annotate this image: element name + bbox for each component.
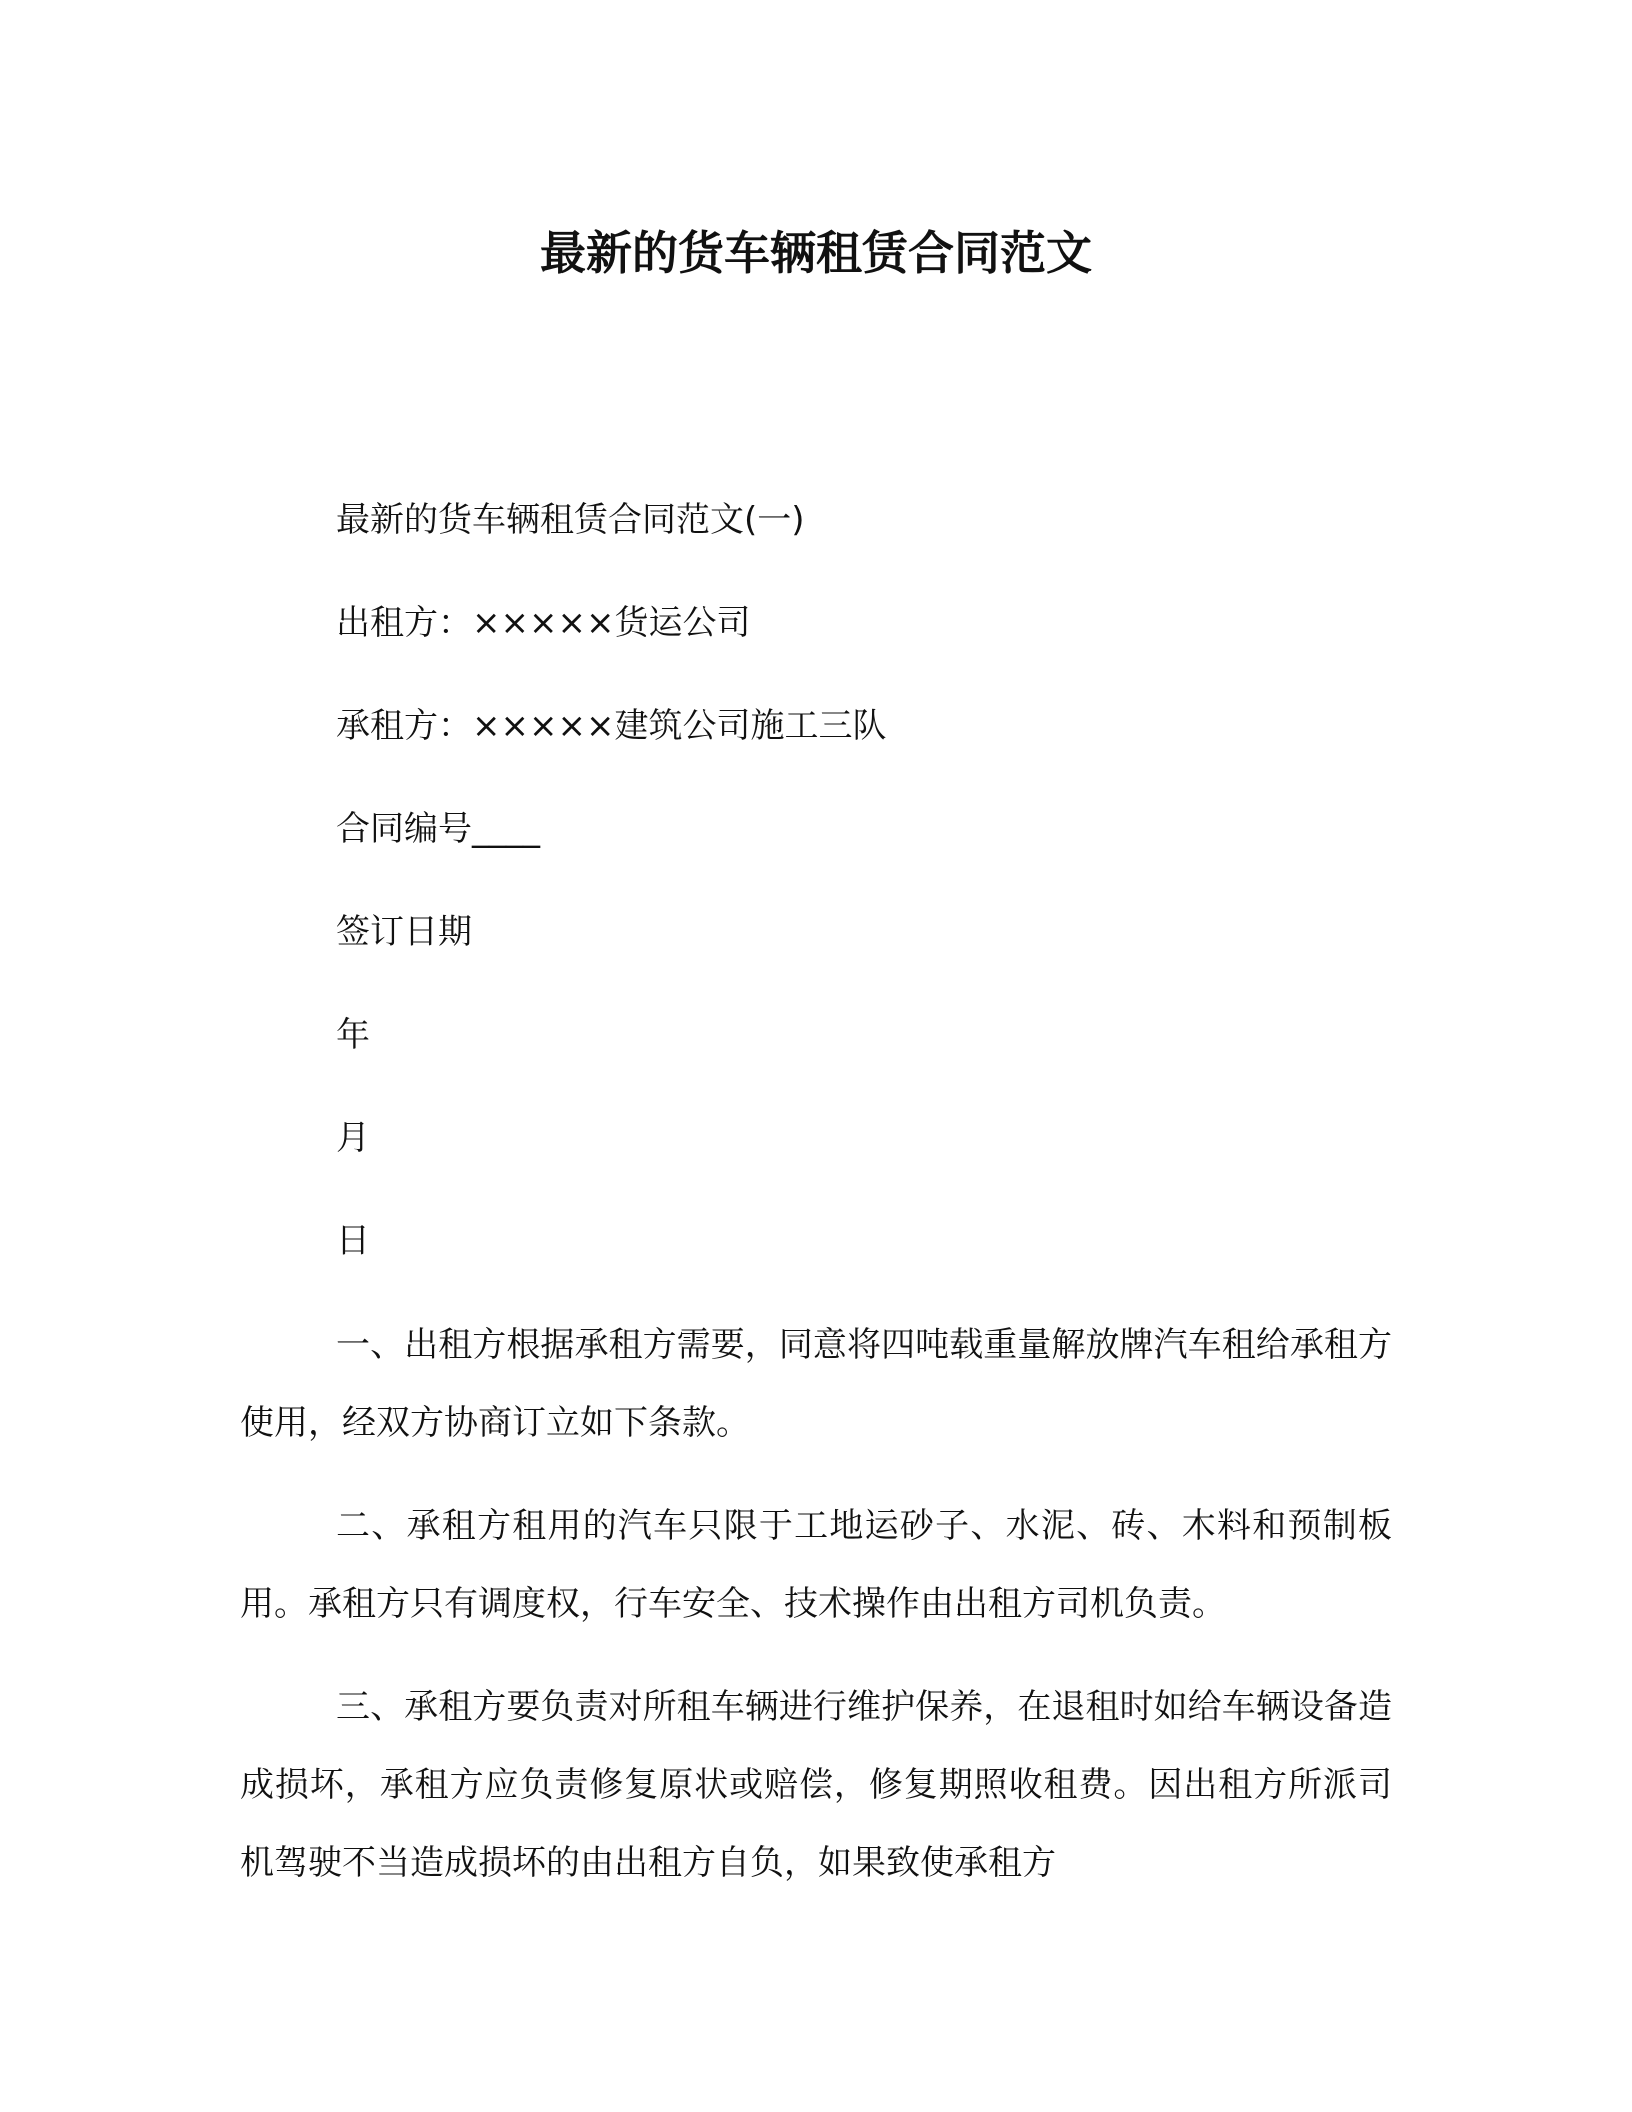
- contract-number-line: 合同编号____: [336, 809, 540, 849]
- lessor-line: 出租方：×××××货运公司: [336, 603, 751, 643]
- subtitle-line: 最新的货车辆租赁合同范文(一): [336, 500, 805, 540]
- signing-date-line: 签订日期: [336, 912, 472, 952]
- clause-paragraph-1: 一、出租方根据承租方需要，同意将四吨载重量解放牌汽车租给承租方使用，经双方协商订立如下条款。: [240, 1325, 1392, 1443]
- year-line: 年: [336, 1015, 370, 1055]
- clause-paragraph-2: 二、承租方租用的汽车只限于工地运砂子、水泥、砖、木料和预制板用。承租方只有调度权，行车安全、技术操作由出租方司机负责。: [240, 1506, 1392, 1624]
- day-line: 日: [336, 1221, 370, 1261]
- lessee-line: 承租方：×××××建筑公司施工三队: [336, 706, 887, 746]
- clause-paragraph-3: 三、承租方要负责对所租车辆进行维护保养，在退租时如给车辆设备造成损坏，承租方应负责修复原状或赔偿，修复期照收租费。因出租方所派司机驾驶不当造成损坏的由出租方自负，如果致使承租方: [240, 1687, 1392, 1883]
- month-line: 月: [336, 1118, 370, 1158]
- document-title: 最新的货车辆租赁合同范文: [540, 226, 1092, 280]
